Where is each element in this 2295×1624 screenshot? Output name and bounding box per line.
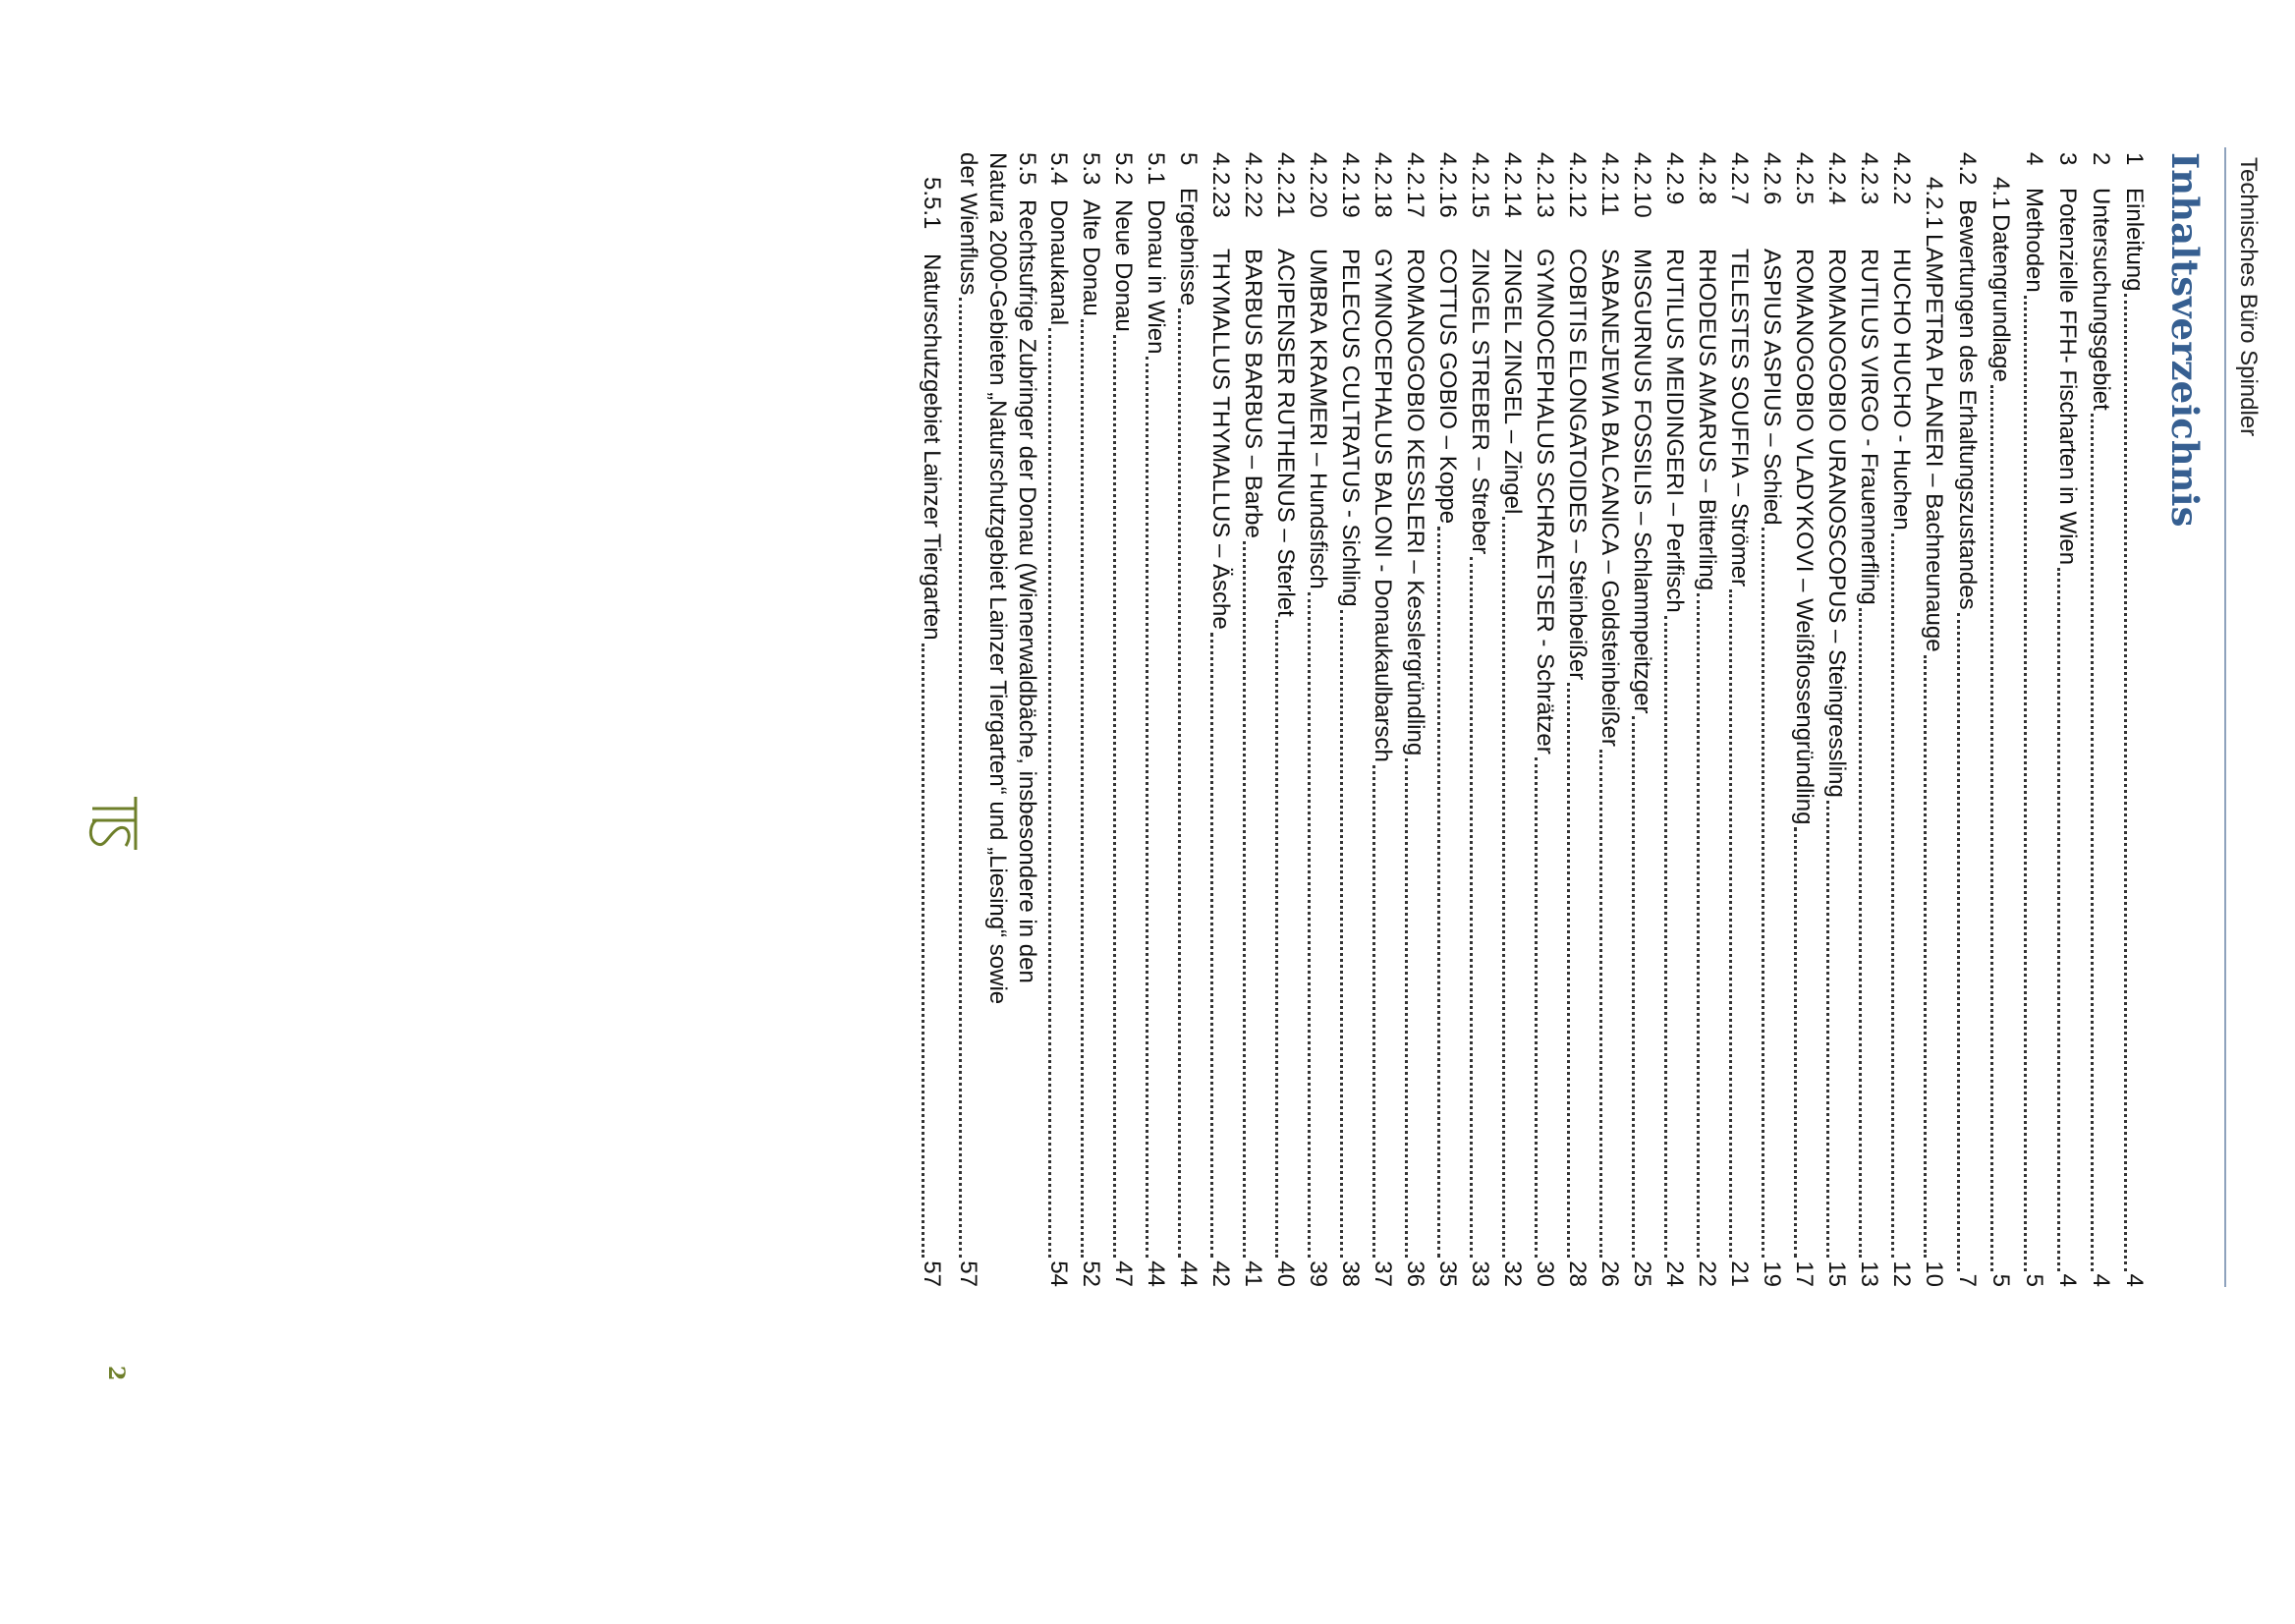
- toc-leader-dots: [1567, 683, 1570, 1258]
- toc-entry-title-line-1: Rechtsufrige Zubringer der Donau (Wienerwaldbäche, insbesondere in den: [1014, 199, 1040, 983]
- toc-entry-number: 4.2.10: [1629, 152, 1655, 218]
- toc-entry-title: RUTILUS MEIDINGERI – Perlfisch: [1661, 249, 1688, 613]
- toc-leader-dots: [1535, 757, 1538, 1259]
- toc-leader-dots: [1470, 557, 1473, 1258]
- toc-entry[interactable]: [1042, 152, 1074, 1287]
- toc-entry-number: 4.1: [1987, 177, 2014, 210]
- toc-entry-title: Datengrundlage: [1987, 214, 2014, 382]
- toc-entry-title: LAMPETRA PLANERI – Bachneunauge: [1921, 234, 1947, 652]
- toc-entry-page: 44: [1143, 1260, 1169, 1287]
- toc-entry-number: 4.2.1: [1921, 177, 1947, 230]
- toc-leader-dots: [1794, 827, 1797, 1258]
- toc-entry-title: BARBUS BARBUS – Barbe: [1240, 249, 1266, 538]
- toc-entry-page: 5: [2021, 1273, 2047, 1287]
- toc-entry[interactable]: [1658, 152, 1690, 1287]
- toc-entry-title: Alte Donau: [1078, 199, 1104, 316]
- toc-entry-number: 4.2.16: [1434, 152, 1461, 218]
- toc-leader-dots: [1405, 758, 1408, 1258]
- toc-leader-dots: [1146, 357, 1148, 1258]
- page-number: 2: [103, 1366, 129, 1381]
- toc-entry-page: 36: [1402, 1260, 1428, 1287]
- toc-entry-page: 19: [1759, 1260, 1785, 1287]
- toc-entry[interactable]: [1691, 152, 1722, 1287]
- ts-monogram-icon: [84, 791, 143, 860]
- toc-entry[interactable]: [1820, 152, 1852, 1287]
- toc-entry-page: 17: [1791, 1260, 1818, 1287]
- toc-entry[interactable]: [1172, 152, 1203, 1287]
- toc-entry[interactable]: [2118, 152, 2150, 1287]
- toc-entry-title: UMBRA KRAMERI – Hundsfisch: [1305, 249, 1331, 589]
- toc-entry-title: Neue Donau: [1110, 199, 1137, 332]
- toc-entry-number: 4.2.3: [1856, 152, 1882, 205]
- toc-entry[interactable]: [1853, 152, 1884, 1287]
- toc-leader-dots: [1632, 716, 1635, 1258]
- toc-entry-page: 15: [1823, 1260, 1850, 1287]
- toc-leader-dots: [959, 298, 962, 1258]
- toc-entry-page: 42: [1207, 1260, 1234, 1287]
- toc-entry-title: ROMANOGOBIO URANOSCOPUS – Steingressling: [1823, 249, 1850, 798]
- toc-entry[interactable]: [1496, 152, 1528, 1287]
- toc-leader-dots: [1664, 616, 1667, 1259]
- toc-entry[interactable]: [1464, 152, 1495, 1287]
- toc-entry-title: Einleitung: [2121, 188, 2148, 292]
- toc-entry-page: 13: [1856, 1260, 1882, 1287]
- toc-entry-title: ROMANOGOBIO KESSLERI – Kesslergründling: [1402, 249, 1428, 756]
- toc-entry-number: 4.2.15: [1467, 152, 1493, 218]
- toc-entry-page: 52: [1078, 1260, 1104, 1287]
- toc-entry-number: 3: [2054, 152, 2081, 166]
- toc-entry-number: 4.2.23: [1207, 152, 1234, 218]
- toc-leader-dots: [1957, 613, 1960, 1271]
- toc-entry-page: 35: [1434, 1260, 1461, 1287]
- toc-entry[interactable]: [1594, 152, 1625, 1287]
- toc-entry-page: 57: [955, 1260, 981, 1287]
- toc-leader-dots: [1859, 608, 1862, 1259]
- toc-entry-number: 4.2.19: [1337, 152, 1364, 218]
- toc-leader-dots: [1826, 801, 1829, 1258]
- toc-entry-number: 5: [1175, 152, 1202, 166]
- toc-leader-dots: [1762, 528, 1764, 1258]
- toc-entry-page: 32: [1499, 1260, 1526, 1287]
- toc-entry-number: 4.2.12: [1564, 152, 1591, 218]
- toc-entry-title: Potenzielle FFH- Fischarten in Wien: [2054, 188, 2081, 566]
- toc-entry[interactable]: [1918, 177, 1949, 1287]
- toc-entry-page: 25: [1629, 1260, 1655, 1287]
- toc-entry-page: 5: [1987, 1273, 2014, 1287]
- toc-entry-title: GYMNOCEPHALUS BALONI - Donaukaulbarsch: [1370, 249, 1396, 762]
- toc-entry-title-line-3: der Wienfluss: [955, 152, 981, 296]
- toc-leader-dots: [1210, 633, 1213, 1259]
- toc-entry-page: 4: [2088, 1273, 2114, 1287]
- toc-leader-dots: [1243, 541, 1246, 1259]
- toc-entry-title: Bewertungen des Erhaltungszustandes: [1954, 199, 1981, 610]
- toc-entry-number: 2: [2088, 152, 2114, 166]
- toc-entry-page: 44: [1175, 1260, 1202, 1287]
- toc-entry[interactable]: [1269, 152, 1301, 1287]
- page-header: [2224, 147, 2266, 1287]
- toc-entry-page: 7: [1954, 1273, 1981, 1287]
- toc-entry-page: 28: [1564, 1260, 1591, 1287]
- toc-entry-page: 30: [1532, 1260, 1558, 1287]
- toc-leader-dots: [1437, 527, 1440, 1258]
- toc-entry-number: 4.2.9: [1661, 152, 1688, 205]
- toc-leader-dots: [1372, 765, 1375, 1258]
- toc-entry-number: 4.2.7: [1726, 152, 1753, 205]
- toc-entry-title: MISGURNUS FOSSILIS – Schlammpeitzger: [1629, 249, 1655, 714]
- toc-entry-title-line-2: Natura 2000-Gebieten „Naturschutzgebiet Lainzer Tiergarten“ und „Liesing“ sowie: [984, 152, 1011, 1005]
- toc-entry[interactable]: [1626, 152, 1657, 1287]
- toc-entry[interactable]: [1561, 152, 1593, 1287]
- toc-entry-title: ZINGEL ZINGEL – Zingel: [1499, 249, 1526, 515]
- toc-entry-page: 38: [1337, 1260, 1364, 1287]
- toc-entry-title: Donau in Wien: [1143, 199, 1169, 355]
- toc-entry-page: 33: [1467, 1260, 1493, 1287]
- toc-entry-title: Donaukanal: [1045, 199, 1072, 326]
- toc-entry-page: 24: [1661, 1260, 1688, 1287]
- toc-leader-dots: [1340, 610, 1343, 1259]
- toc-entry-title: COTTUS GOBIO – Koppe: [1434, 249, 1461, 525]
- toc-entry-page: 10: [1921, 1260, 1947, 1287]
- toc-entry-number: 4.2.6: [1759, 152, 1785, 205]
- toc-entry[interactable]: [1107, 152, 1139, 1287]
- header-text: Technisches Büro Spindler: [2235, 157, 2262, 437]
- toc-leader-dots: [1081, 319, 1084, 1259]
- toc-leader-dots: [2091, 414, 2094, 1271]
- toc-entry-number: 4.2.8: [1694, 152, 1720, 205]
- toc-entry[interactable]: [916, 177, 947, 1287]
- toc-leader-dots: [1275, 620, 1278, 1259]
- toc-entry[interactable]: [1529, 152, 1560, 1287]
- toc-leader-dots: [1990, 385, 1993, 1271]
- toc-entry-page: 21: [1726, 1260, 1753, 1287]
- toc-entry[interactable]: [1985, 177, 2016, 1287]
- toc-entry[interactable]: [1237, 152, 1268, 1287]
- toc-entry-title: RHODEUS AMARUS – Bitterling: [1694, 249, 1720, 591]
- toc-entry-number: 4.2.4: [1823, 152, 1850, 205]
- toc-entry-number: 4.2.22: [1240, 152, 1266, 218]
- toc-entry[interactable]: [1788, 152, 1819, 1287]
- toc-entry-number: 4.2.5: [1791, 152, 1818, 205]
- toc-leader-dots: [1048, 328, 1051, 1258]
- toc-entry-title: RUTILUS VIRGO - Frauennerfling: [1856, 249, 1882, 605]
- toc-entry[interactable]: [1302, 152, 1333, 1287]
- toc-entry-number: 4.2.17: [1402, 152, 1428, 218]
- toc-leader-dots: [2124, 294, 2127, 1270]
- toc-entry[interactable]: [1431, 152, 1463, 1287]
- toc-entry-number: 5.1: [1143, 152, 1169, 186]
- toc-entry-title: THYMALLUS THYMALLUS – Äsche: [1207, 249, 1234, 630]
- toc-entry[interactable]: [1367, 152, 1398, 1287]
- toc-leader-dots: [1924, 655, 1927, 1259]
- toc-entry-page: 47: [1110, 1260, 1137, 1287]
- toc-entry-number: 5.5: [1014, 152, 1040, 186]
- toc-entry-number: 4.2.13: [1532, 152, 1558, 218]
- toc-entry-number: 4.2.20: [1305, 152, 1331, 218]
- toc-entry-title: ZINGEL STREBER – Streber: [1467, 249, 1493, 555]
- toc-entry-number: 1: [2121, 152, 2148, 166]
- toc-entry-title: ASPIUS ASPIUS – Schied: [1759, 249, 1785, 526]
- toc-leader-dots: [1729, 589, 1732, 1258]
- toc-leader-dots: [1113, 335, 1116, 1259]
- toc-entry-title: PELECUS CULTRATUS - Sichling: [1337, 249, 1364, 607]
- toc-entry-page: 57: [919, 1260, 945, 1287]
- toc-leader-dots: [1502, 517, 1505, 1258]
- toc-entry-number: 5.4: [1045, 152, 1072, 186]
- toc-entry-page: 22: [1694, 1260, 1720, 1287]
- toc-entry-title: HUCHO HUCHO - Huchen: [1888, 249, 1915, 531]
- toc-entry-title: GYMNOCEPHALUS SCHRAETSER - Schrätzer: [1532, 249, 1558, 755]
- toc-entry[interactable]: [1075, 152, 1106, 1287]
- toc-entry-number: 4.2.18: [1370, 152, 1396, 218]
- toc-entry[interactable]: [1885, 152, 1917, 1287]
- toc-entry[interactable]: [1140, 152, 1171, 1287]
- toc-entry-page: 40: [1272, 1260, 1299, 1287]
- toc-entry-title: ACIPENSER RUTHENUS – Sterlet: [1272, 249, 1299, 617]
- toc-entry-number: 5.5.1: [919, 177, 945, 230]
- toc-leader-dots: [1308, 592, 1311, 1259]
- toc-entry-page: 4: [2054, 1273, 2081, 1287]
- toc-entry-title: Naturschutzgebiet Lainzer Tiergarten: [919, 253, 945, 641]
- toc-entry[interactable]: [1399, 152, 1430, 1287]
- toc-leader-dots: [1697, 593, 1700, 1258]
- toc-title: Inhaltsverzeichnis: [2163, 152, 2207, 528]
- toc-entry-number: 4.2.11: [1596, 152, 1623, 216]
- toc-entry[interactable]: [2085, 152, 2116, 1287]
- toc-entry[interactable]: [2018, 152, 2049, 1287]
- toc-entry-title: COBITIS ELONGATOIDES – Steinbeißer: [1564, 249, 1591, 681]
- toc-entry-title: SABANEJEWIA BALCANICA – Goldsteinbeißer: [1596, 249, 1623, 747]
- toc-entry-title: Ergebnisse: [1175, 188, 1202, 307]
- toc-entry-number: 4.2.21: [1272, 152, 1299, 218]
- toc-entry-multiline[interactable]: [949, 152, 1041, 1287]
- toc-entry[interactable]: [1756, 152, 1787, 1287]
- toc-leader-dots: [2024, 296, 2027, 1271]
- toc-entry-title: ROMANOGOBIO VLADYKOVI – Weißflossengründling: [1791, 249, 1818, 825]
- toc-entry[interactable]: [1204, 152, 1236, 1287]
- toc-entry-page: 26: [1596, 1260, 1623, 1287]
- toc-entry-number: 5.3: [1078, 152, 1104, 186]
- toc-entry-title: TELESTES SOUFFIA – Strömer: [1726, 249, 1753, 588]
- toc-entry-number: 5.2: [1110, 152, 1137, 186]
- toc-entry-page: 41: [1240, 1260, 1266, 1287]
- toc-entry-title: Methoden: [2021, 188, 2047, 293]
- toc-leader-dots: [1891, 533, 1894, 1259]
- toc-entry-page: 4: [2121, 1273, 2148, 1287]
- toc-entry-page: 54: [1045, 1260, 1072, 1287]
- toc-entry-page: 39: [1305, 1260, 1331, 1287]
- toc-entry[interactable]: [2051, 152, 2083, 1287]
- toc-entry-number: 4.2: [1954, 152, 1981, 186]
- toc-leader-dots: [1599, 750, 1602, 1258]
- toc-entry[interactable]: [1951, 152, 1983, 1287]
- toc-entry-number: 4.2.14: [1499, 152, 1526, 218]
- toc-leader-dots: [2057, 568, 2060, 1271]
- toc-entry-page: 12: [1888, 1260, 1915, 1287]
- toc-entry-number: 4.2.2: [1888, 152, 1915, 205]
- toc-entry-page: 37: [1370, 1260, 1396, 1287]
- toc-leader-dots: [922, 644, 924, 1259]
- toc-entry[interactable]: [1723, 152, 1755, 1287]
- toc-leader-dots: [1178, 308, 1181, 1258]
- toc-entry[interactable]: [1334, 152, 1366, 1287]
- toc-entry-number: 4: [2021, 152, 2047, 166]
- toc-entry-title: Untersuchungsgebiet: [2088, 188, 2114, 411]
